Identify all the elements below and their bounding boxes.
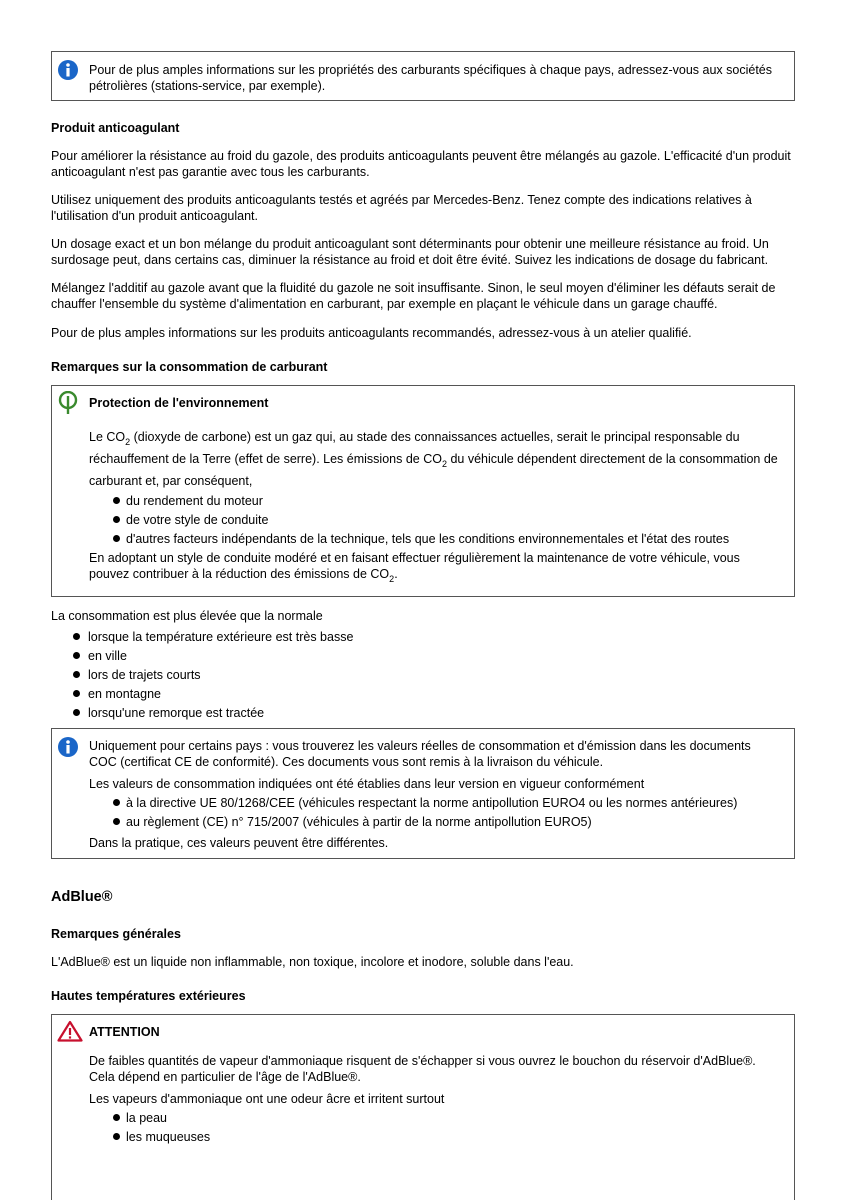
warning-triangle-icon [57,1020,83,1042]
list-item: lors de trajets courts [51,667,795,686]
list-item: la peau [89,1110,780,1129]
info-icon [57,736,79,758]
heading-general-remarks: Remarques générales [51,927,181,941]
anticoag-paragraph: Pour de plus amples informations sur les produits anticoagulants recommandés, adressez-vous à un atelier qualifié. [51,326,692,340]
anticoag-paragraph: Un dosage exact et un bon mélange du produit anticoagulant sont déterminants pour obtenir une meilleure résistance au froid. Un surdosage peut, dans certains cas, diminuer la résistance au froid et doit être évité. Suivez les indications de dosage du fabricant. [51,237,769,267]
anticoag-paragraph: Utilisez uniquement des produits anticoagulants testés et agréés par Mercedes-Benz. Tenez compte des indications relatives à l'utilisation d'un produit anticoagulant. [51,193,752,223]
adblue-general-text: L'AdBlue® est un liquide non inflammable, non toxique, incolore et inodore, soluble dans l'eau. [51,955,574,969]
heading-high-temperatures: Hautes températures extérieures [51,989,246,1003]
list-item: les muqueuses [89,1129,780,1148]
heading-anticoagulant: Produit anticoagulant [51,121,180,135]
info-coc-text: Uniquement pour certains pays : vous trouverez les valeurs réelles de consommation et d'émission dans les documents COC (certificat CE de conformité). Ces documents vous sont remis à la livraison du véhicule. [89,739,751,769]
anticoag-paragraph: Mélangez l'additif au gazole avant que la fluidité du gazole ne soit insuffisante. Sinon, le seul moyen d'éliminer les défauts serait de chauffer l'ensemble du système d'alimentation en carburant, par exemple en plaçant le véhicule dans un garage chauffé. [51,281,776,311]
list-item: lorsque la température extérieure est très basse [51,629,795,648]
consumption-intro: La consommation est plus élevée que la normale [51,609,323,623]
info-values-text: Les valeurs de consommation indiquées ont été établies dans leur version en vigueur conformément [89,777,645,791]
regulation-list [89,795,780,833]
warning-text: De faibles quantités de vapeur d'ammoniaque risquent de s'échapper si vous ouvrez le bouchon du réservoir d'AdBlue®. Cela dépend en particulier de l'âge de l'AdBlue®. [89,1054,756,1084]
environment-leaf-icon [57,391,79,415]
list-item: d'autres facteurs indépendants de la technique, tels que les conditions environnementales et l'état des routes [89,531,780,550]
environment-box [51,385,795,597]
environment-conclusion: En adoptant un style de conduite modéré et en faisant effectuer régulièrement la maintenance de votre véhicule, vous pouvez contribuer à la réduction des émissions de $CO_2$. [89,551,740,584]
list-item: de votre style de conduite [89,512,780,531]
info-text: Pour de plus amples informations sur les propriétés des carburants spécifiques à chaque pays, adressez-vous aux sociétés pétrolières (stations-service, par exemple). [89,63,772,93]
environment-factor-list [89,493,780,550]
info-box-fuel-properties [51,51,795,101]
list-item: en ville [51,648,795,667]
info-practice-text: Dans la pratique, ces valeurs peuvent être différentes. [89,836,389,850]
environment-title: Protection de l'environnement [89,396,269,410]
consumption-conditions-list [51,629,795,724]
list-item: au règlement (CE) n° 715/2007 (véhicules à partir de la norme antipollution EURO5) [89,814,780,833]
list-item: lorsqu'une remorque est tractée [51,705,795,724]
list-item: à la directive UE 80/1268/CEE (véhicules respectant la norme antipollution EURO4 ou les normes antérieures) [89,795,780,814]
adblue-title: AdBlue® [51,889,113,905]
irritation-list [89,1110,780,1148]
warning-title: ATTENTION [89,1025,160,1039]
info-icon [57,59,79,81]
warning-irritation-text: Les vapeurs d'ammoniaque ont une odeur âcre et irritent surtout [89,1092,445,1106]
heading-consumption: Remarques sur la consommation de carburant [51,360,328,374]
anticoag-paragraph: Pour améliorer la résistance au froid du gazole, des produits anticoagulants peuvent être mélangés au gazole. L'efficacité d'un produit anticoagulant n'est pas garantie avec tous les carburants. [51,149,791,179]
info-box-coc-documents [51,728,795,859]
environment-paragraph: Le $CO_2$ (dioxyde de carbone) est un gaz qui, au stade des connaissances actuelles, serait le principal responsable du réchauffement de la Terre (effet de serre). Les émissions de $CO_2$ du véhicule dépendent directement de la consommation de carburant et, par conséquent, [89,430,778,488]
list-item: en montagne [51,686,795,705]
warning-box [51,1014,795,1200]
list-item: du rendement du moteur [89,493,780,512]
